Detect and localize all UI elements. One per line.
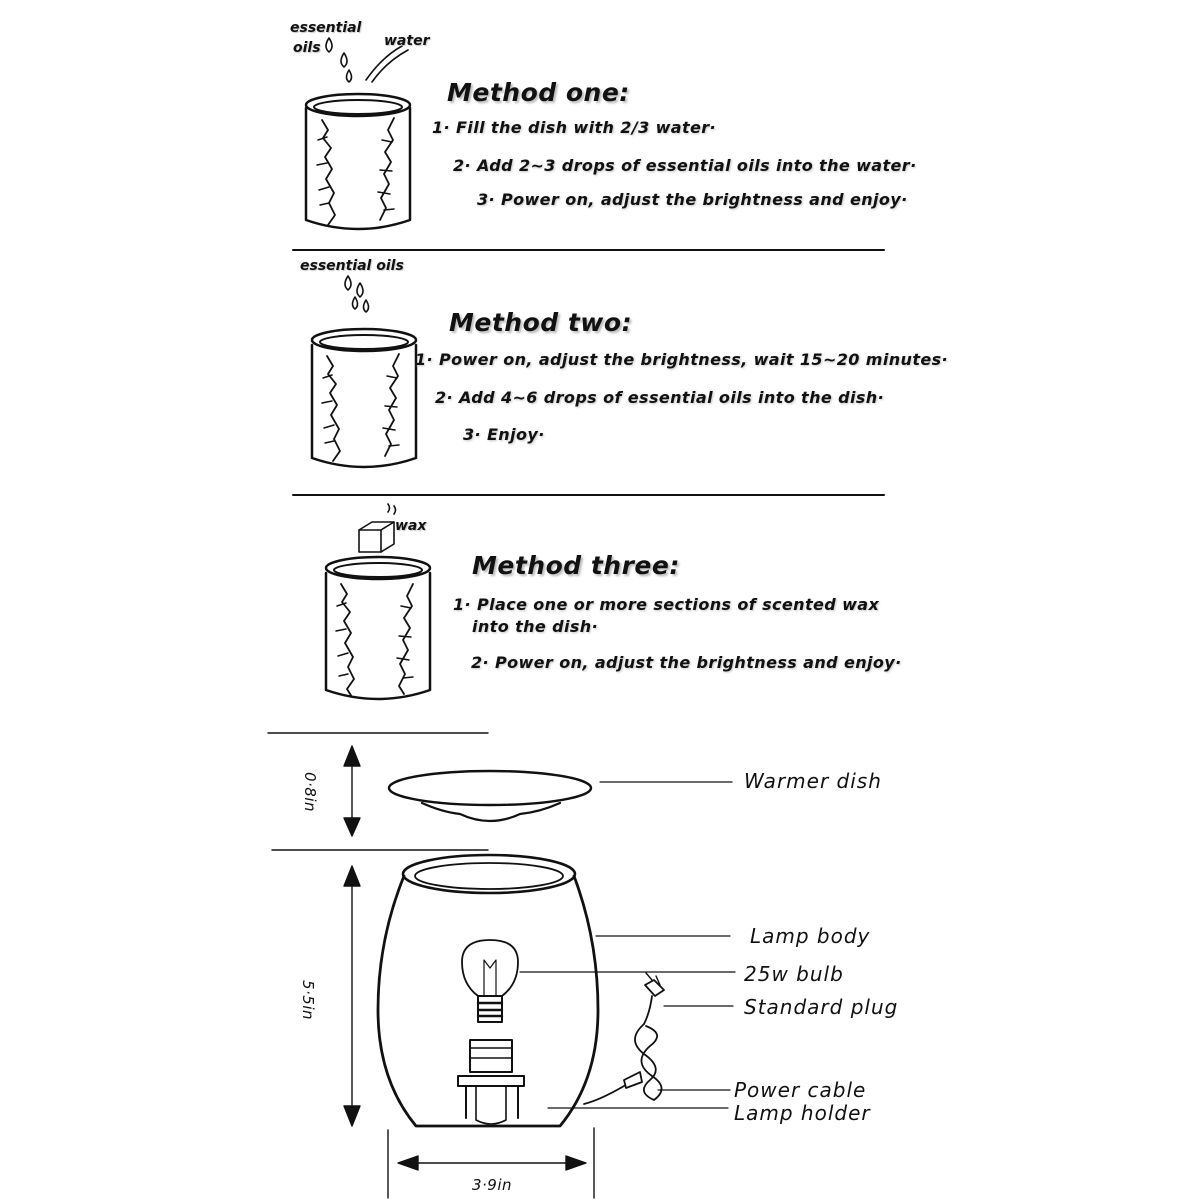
label-lamp-body: Lamp body (750, 924, 871, 948)
method-one-step-2: 2· Add 2~3 drops of essential oils into the water· (453, 156, 917, 175)
dimension-dish-height: 0·8in (301, 771, 320, 813)
label-standard-plug: Standard plug (744, 995, 899, 1019)
wax-cube (359, 504, 396, 552)
method-two-step-2: 2· Add 4~6 drops of essential oils into the dish· (435, 388, 885, 407)
warmer-dish-drawing (389, 771, 732, 821)
method-three-step-1-cont: into the dish· (472, 617, 599, 636)
dimension-body-height: 5·5in (299, 979, 318, 1021)
oil-drops-method-two (345, 276, 369, 312)
jar-method-three (326, 557, 430, 699)
label-essential-oils-line2: oils (293, 40, 321, 56)
method-three-heading: Method three: (472, 551, 680, 580)
label-lamp-holder: Lamp holder (734, 1101, 871, 1125)
method-three-step-2: 2· Power on, adjust the brightness and enjoy· (471, 653, 902, 672)
method-one-step-1: 1· Fill the dish with 2/3 water· (432, 118, 717, 137)
method-three-step-1: 1· Place one or more sections of scented wax (453, 595, 880, 614)
lamp-body-drawing (378, 855, 730, 1126)
label-power-cable: Power cable (734, 1078, 867, 1102)
water-pour-method-one (366, 46, 408, 82)
oil-drops-method-one (326, 38, 352, 82)
method-two-step-3: 3· Enjoy· (463, 425, 545, 444)
label-essential-oils-two: essential oils (300, 258, 404, 274)
label-wax: wax (395, 518, 427, 534)
label-water: water (384, 33, 430, 49)
label-warmer-dish: Warmer dish (744, 769, 882, 793)
plug-cable-drawing (584, 973, 733, 1104)
method-two-step-1: 1· Power on, adjust the brightness, wait 15~20 minutes· (415, 350, 949, 369)
method-one-heading: Method one: (447, 78, 630, 107)
method-two-heading: Method two: (449, 308, 633, 337)
dimension-width: 3·9in (472, 1176, 513, 1194)
jar-method-two (312, 329, 416, 467)
jar-method-one (306, 94, 410, 229)
label-essential-oils-line1: essential (290, 20, 362, 36)
method-one-step-3: 3· Power on, adjust the brightness and enjoy· (477, 190, 908, 209)
label-bulb: 25w bulb (744, 962, 844, 986)
